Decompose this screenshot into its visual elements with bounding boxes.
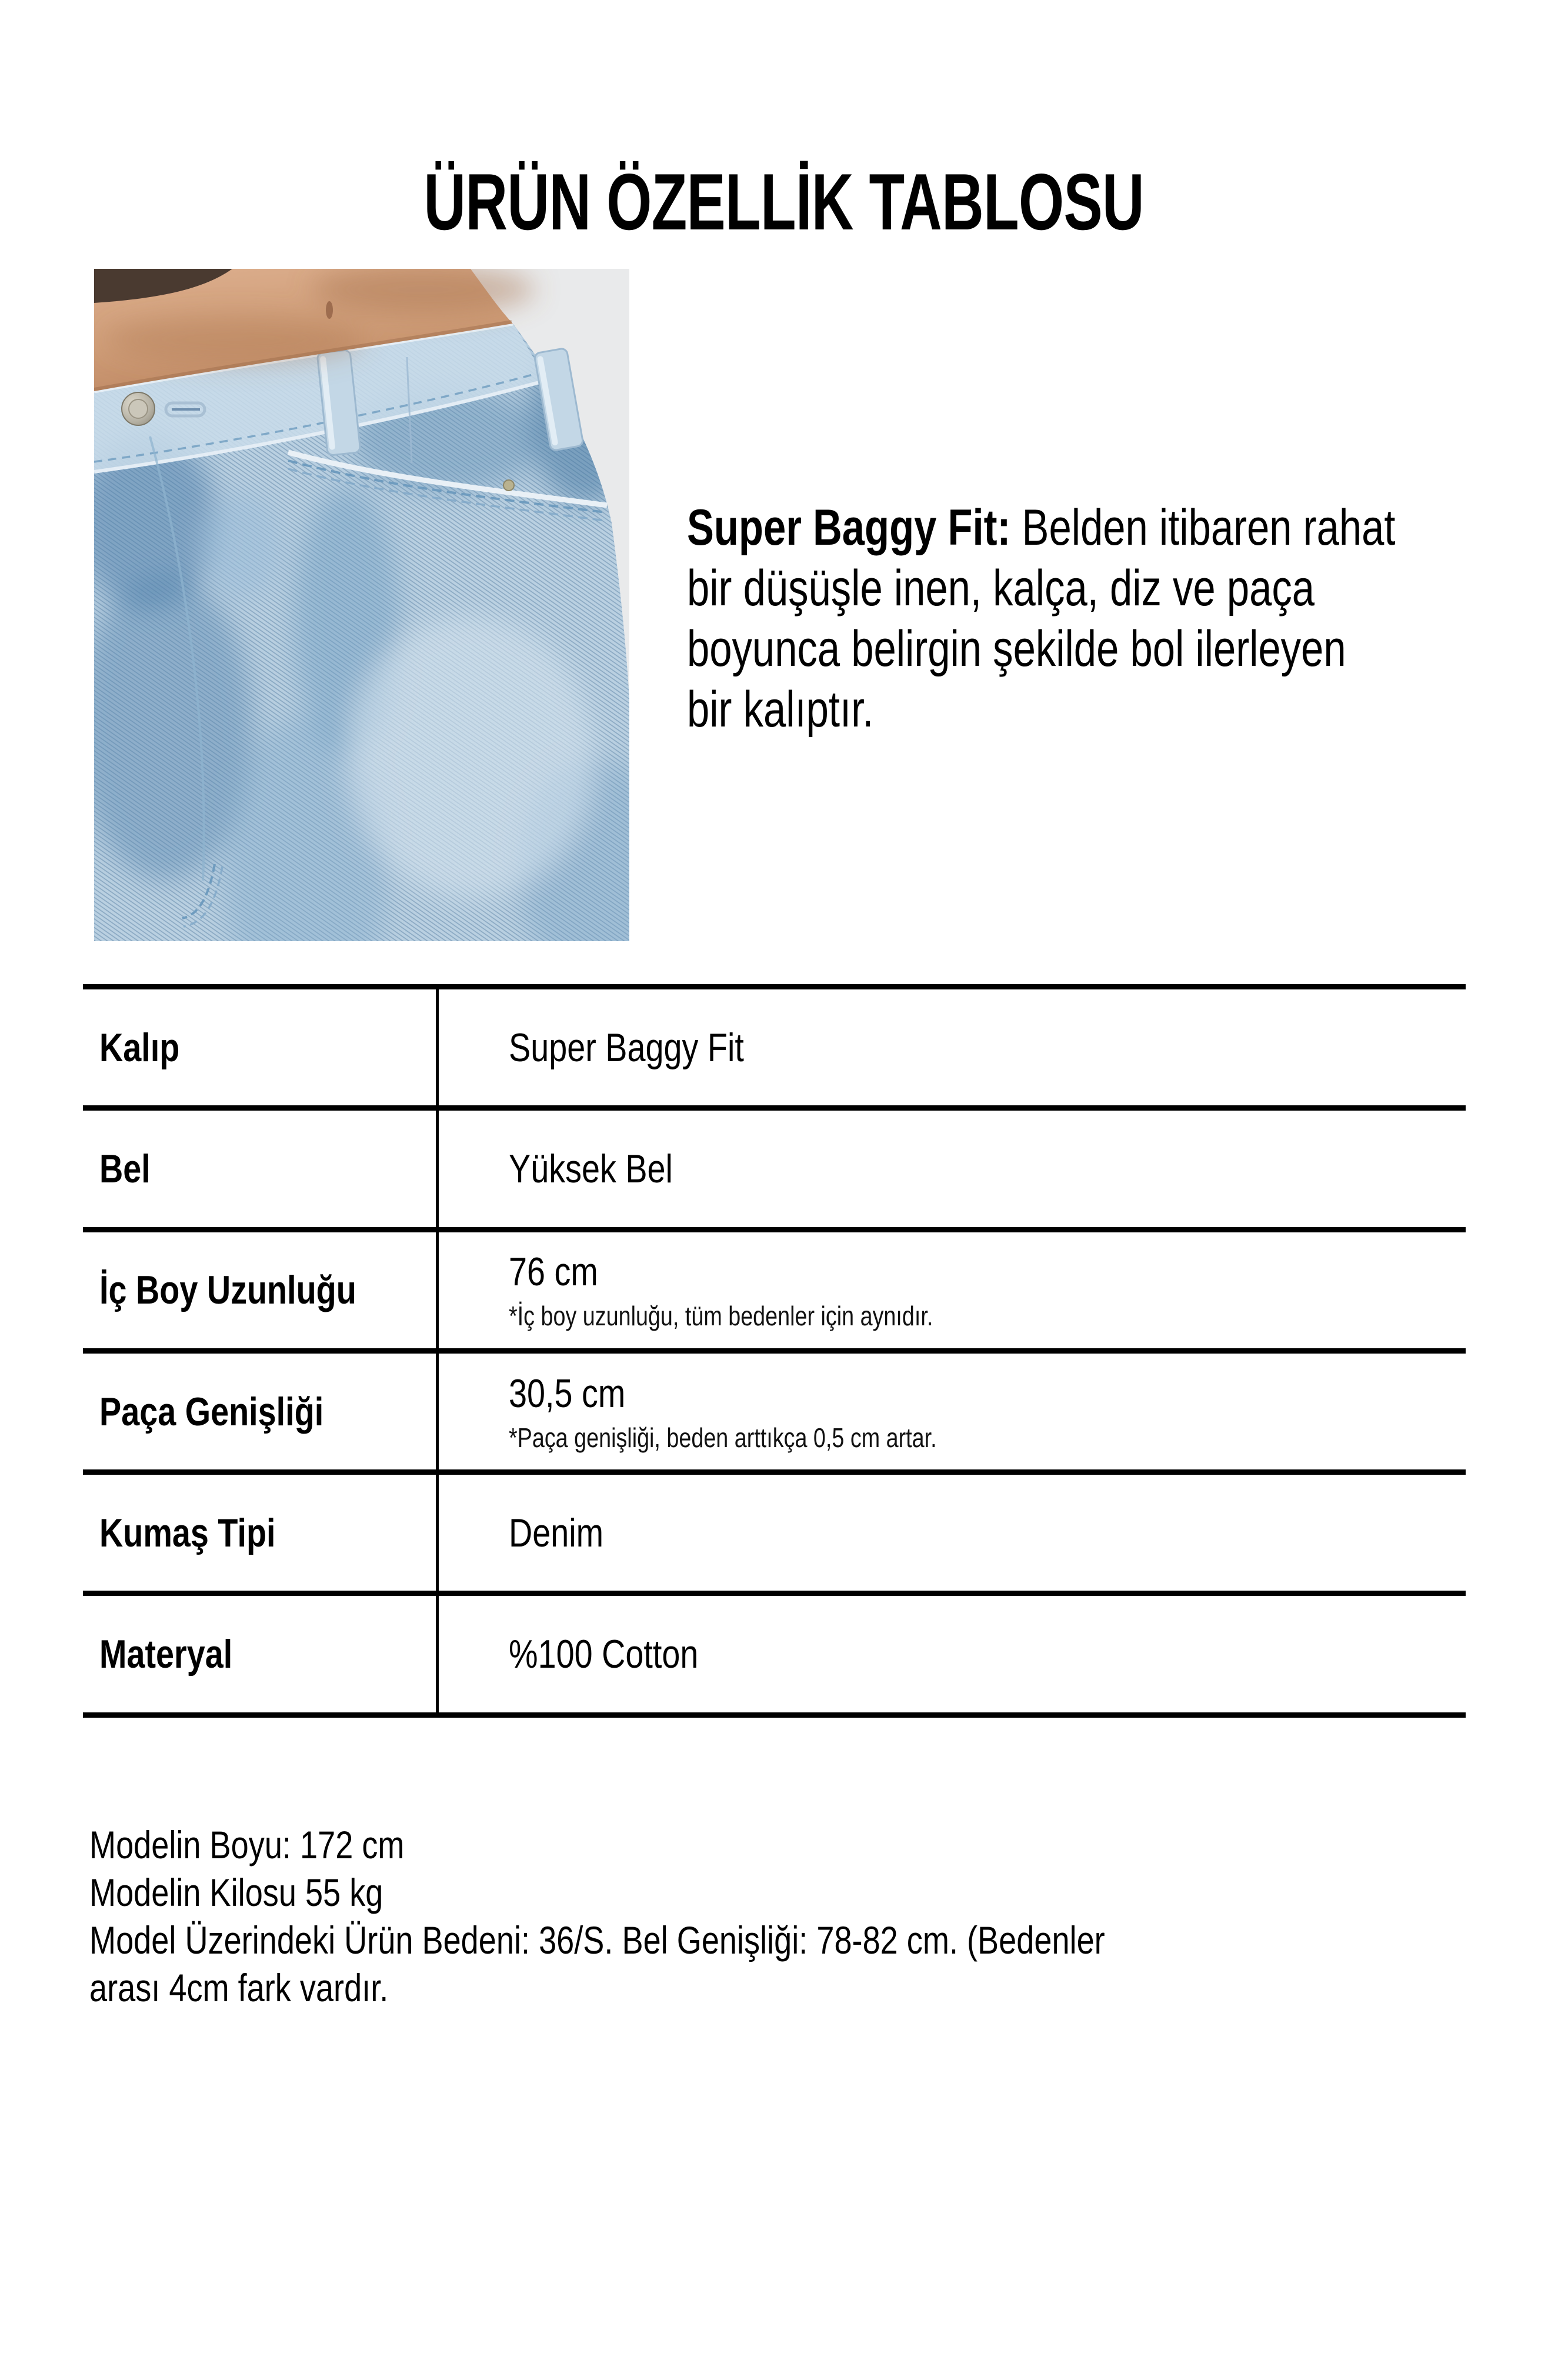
model-info-line: Model Üzerindeki Ürün Bedeni: 36/S. Bel Genişliği: 78-82 cm. (Bedenler: [89, 1918, 1105, 1962]
table-row: [83, 1591, 1466, 1712]
spec-label: Materyal: [99, 1632, 233, 1677]
spec-table: [83, 984, 1466, 1718]
spec-value: 76 cm: [509, 1249, 598, 1295]
spec-label-cell: [83, 1354, 436, 1469]
jeans-photo-illustration: [94, 269, 629, 941]
spec-value-cell: [436, 1596, 1466, 1712]
spec-value-cell: [436, 1475, 1466, 1591]
navel: [326, 301, 333, 319]
spec-value: 30,5 cm: [509, 1371, 626, 1416]
fit-name: Super Baggy Fit:: [687, 499, 1011, 556]
spec-label-cell: [83, 1475, 436, 1591]
model-info-line: Modelin Kilosu 55 kg: [89, 1871, 383, 1914]
spec-value-cell: [436, 1111, 1466, 1227]
spec-label-cell: [83, 1111, 436, 1227]
table-row: [83, 984, 1466, 1105]
spec-value-cell: [436, 989, 1466, 1105]
fit-description-line: boyunca belirgin şekilde bol ilerleyen: [687, 621, 1346, 677]
spec-value-cell: [436, 1232, 1466, 1348]
fit-description-line: bir kalıptır.: [687, 681, 874, 738]
spec-value: %100 Cotton: [509, 1632, 699, 1677]
table-row: [83, 1469, 1466, 1591]
model-info-line: arası 4cm fark vardır.: [89, 1966, 389, 2009]
table-row: [83, 1348, 1466, 1469]
spec-label-cell: [83, 989, 436, 1105]
pocket-rivet: [503, 480, 514, 491]
jeans-button: [122, 392, 155, 425]
spec-label: Kumaş Tipi: [99, 1510, 276, 1555]
table-column-divider: [436, 984, 439, 1712]
page-title: [0, 158, 1568, 252]
spec-value: Denim: [509, 1510, 604, 1555]
spec-label: Kalıp: [99, 1025, 180, 1070]
spec-note: *İç boy uzunluğu, tüm bedenler için aynıdır.: [509, 1301, 933, 1332]
table-row: [83, 1105, 1466, 1227]
spec-label: İç Boy Uzunluğu: [99, 1268, 356, 1313]
spec-value: Super Baggy Fit: [509, 1025, 744, 1070]
model-info-line: Modelin Boyu: 172 cm: [89, 1823, 405, 1867]
fit-description: [687, 498, 1522, 740]
spec-label: Bel: [99, 1146, 151, 1191]
spec-label-cell: [83, 1596, 436, 1712]
spec-note: *Paça genişliği, beden arttıkça 0,5 cm artar.: [509, 1422, 937, 1453]
spec-label-cell: [83, 1232, 436, 1348]
spec-value-cell: [436, 1354, 1466, 1469]
fit-description-line: Super Baggy Fit: Belden itibaren rahat: [687, 499, 1396, 556]
product-photo: [94, 269, 629, 941]
page-title-text: ÜRÜN ÖZELLİK TABLOSU: [423, 157, 1145, 246]
fit-description-line: bir düşüşle inen, kalça, diz ve paça: [687, 560, 1315, 616]
spec-value: Yüksek Bel: [509, 1146, 673, 1191]
model-info: [89, 1821, 1530, 2012]
spec-label: Paça Genişliği: [99, 1389, 324, 1434]
table-row: [83, 1227, 1466, 1348]
